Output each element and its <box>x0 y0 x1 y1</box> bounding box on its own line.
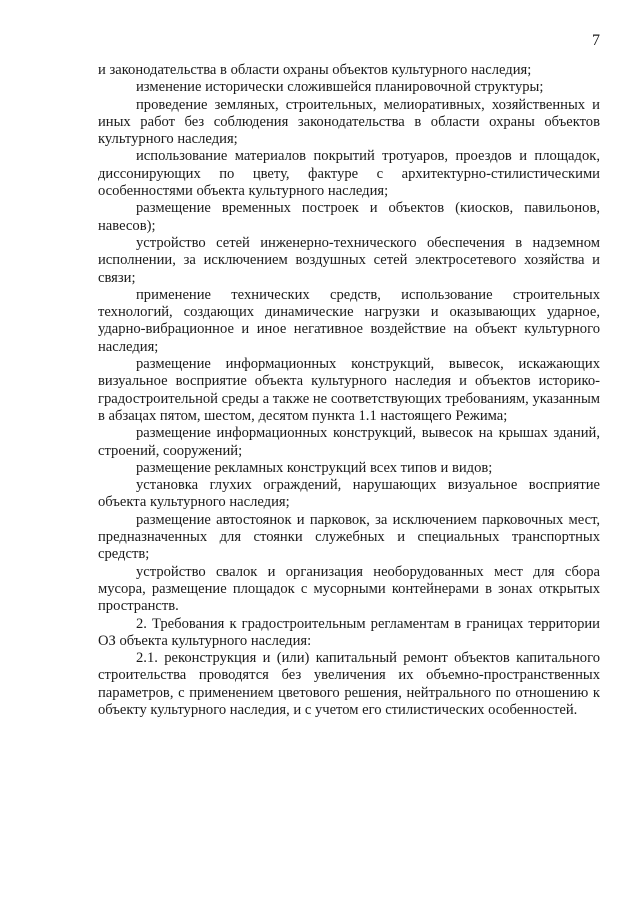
paragraph: устройство свалок и организация необорудованных мест для сбора мусора, размещение площадок с мусорными контейнерами в зонах открытых пространств. <box>98 563 600 615</box>
paragraph: устройство сетей инженерно-технического обеспечения в надземном исполнении, за исключением воздушных сетей электросетевого хозяйства и связи; <box>98 234 600 286</box>
paragraph: размещение информационных конструкций, вывесок на крышах зданий, строений, сооружений; <box>98 425 600 459</box>
paragraph: размещение автостоянок и парковок, за исключением парковочных мест, предназначенных для стоянки служебных и специальных транспортных средств; <box>98 511 600 563</box>
paragraph: изменение исторически сложившейся планировочной структуры; <box>136 79 544 96</box>
paragraph: и законодательства в области охраны объектов культурного наследия; <box>98 62 532 78</box>
paragraph: применение технических средств, использование строительных технологий, создающих динамические нагрузки и оказывающих ударное, ударно-вибрационное и иное негативное воздействие на объект культурного наследия; <box>98 286 600 355</box>
section-heading-paragraph: 2. Требования к градостроительным регламентам в границах территории ОЗ объекта культурного наследия: <box>98 615 600 649</box>
paragraph: 2.1. реконструкция и (или) капитальный ремонт объектов капитального строительства проводятся без увеличения их объемно-пространственных параметров, с применением цветового решения, нейтрального по отношению к объекту культурного наследия, и с учетом его стилистических особенностей. <box>98 650 600 718</box>
paragraph: установка глухих ограждений, нарушающих визуальное восприятие объекта культурного наследия; <box>98 477 600 511</box>
document-body <box>98 62 600 719</box>
paragraph: размещение временных построек и объектов (киосков, павильонов, навесов); <box>98 200 600 234</box>
paragraph: использование материалов покрытий тротуаров, проездов и площадок, диссонирующих по цвету, фактуре с архитектурно-стилистическими особенностями объекта культурного наследия; <box>98 148 600 200</box>
paragraph: проведение земляных, строительных, мелиоративных, хозяйственных и иных работ без соблюдения законодательства в области охраны объектов культурного наследия; <box>98 96 600 148</box>
paragraph: размещение рекламных конструкций всех типов и видов; <box>136 459 493 476</box>
page-number: 7 <box>592 32 600 49</box>
paragraph: размещение информационных конструкций, вывесок, искажающих визуальное восприятие объекта культурного наследия и объектов историко-градостроительной среды а также не соответствующих требованиям, указанным в абзацах пятом, шестом, десятом пункта 1.1 настоящего Режима; <box>98 356 600 424</box>
